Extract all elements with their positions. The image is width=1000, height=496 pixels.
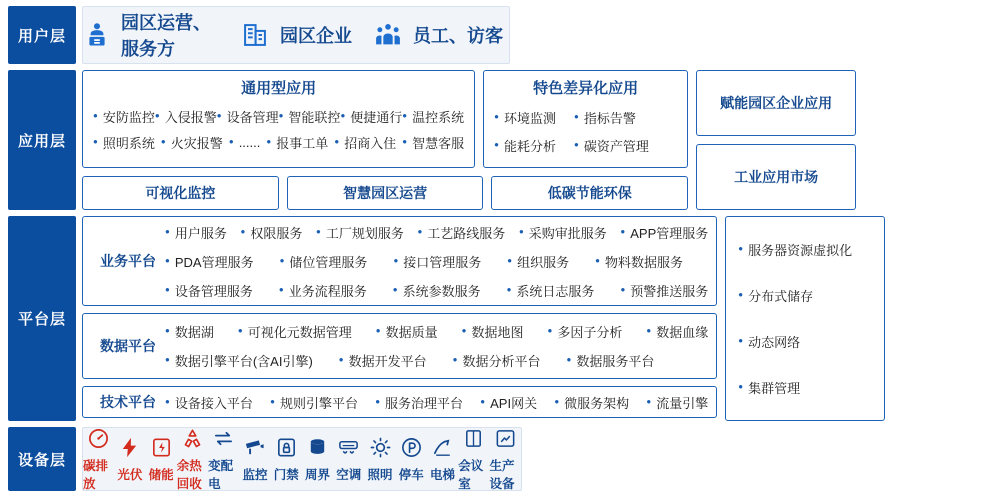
platform-layer-body	[82, 216, 992, 421]
device-item-label: 光伏	[117, 467, 143, 482]
app-bottom-group	[82, 176, 688, 210]
perimeter-icon	[306, 436, 329, 460]
transformer-icon	[212, 427, 235, 451]
platform-left-column	[82, 216, 717, 421]
data-platform-box	[82, 313, 717, 379]
special-app-row-2	[494, 136, 677, 155]
device-item-label: 会议室	[458, 458, 484, 491]
app-chip[interactable]: ● 设备管理	[217, 107, 279, 126]
device-item-aircon[interactable]	[333, 436, 364, 483]
platform-chip[interactable]: ● 设备管理服务	[165, 281, 253, 300]
building-icon	[240, 20, 270, 50]
platform-chip[interactable]: ● 预警推送服务	[620, 281, 708, 300]
business-platform-box	[82, 216, 717, 306]
tech-platform-box	[82, 386, 717, 418]
factory-icon	[494, 427, 517, 451]
device-layer-row	[8, 427, 992, 491]
business-platform-title: 业务平台	[100, 253, 156, 269]
user-item-label: 园区企业	[280, 26, 352, 46]
app-chip[interactable]: ● ......	[229, 133, 261, 152]
special-app-box	[483, 70, 688, 168]
platform-chip[interactable]: ● 设备接入平台	[165, 393, 253, 412]
device-item-label: 储能	[148, 467, 174, 482]
gauge-icon	[87, 427, 110, 451]
app-left-column	[82, 70, 688, 210]
app-chip[interactable]: ● 指标告警	[574, 108, 636, 127]
data-row-2	[165, 351, 708, 370]
battery-icon	[150, 436, 173, 460]
app-layer-band: 应用层	[8, 70, 76, 210]
platform-chip[interactable]: ● 储位管理服务	[280, 252, 368, 271]
general-app-title: 通用型应用	[241, 80, 317, 97]
device-layer-panel	[82, 427, 522, 491]
platform-layer-band: 平台层	[8, 216, 76, 421]
device-item-label: 周界	[304, 467, 330, 482]
platform-chip[interactable]: ● 数据开发平台	[339, 351, 427, 370]
business-row-1	[165, 223, 708, 242]
tech-row-1	[165, 393, 708, 412]
data-row-1	[165, 322, 708, 341]
user-layer-panel	[82, 6, 510, 64]
platform-chip[interactable]: ● 数据地图	[462, 322, 524, 341]
device-item-access-control[interactable]	[271, 436, 302, 483]
infrastructure-chip[interactable]: ● 集群管理	[738, 378, 872, 397]
platform-chip[interactable]: ● 数据湖	[165, 322, 214, 341]
app-chip[interactable]: ● 安防监控	[93, 107, 155, 126]
app-bottom-low-carbon[interactable]: 低碳节能环保	[491, 176, 688, 210]
device-item-meeting-room[interactable]	[458, 427, 489, 492]
platform-chip[interactable]: ● 微服务架构	[554, 393, 629, 412]
special-app-title: 特色差异化应用	[533, 80, 639, 97]
tech-platform-title: 技术平台	[100, 394, 156, 410]
device-item-label: 电梯	[430, 467, 456, 482]
people-icon	[373, 20, 403, 50]
platform-chip[interactable]: ● 物料数据服务	[595, 252, 683, 271]
app-chip[interactable]: ● 入侵报警	[155, 107, 217, 126]
recycle-icon	[181, 427, 204, 451]
device-item-storage[interactable]	[146, 436, 177, 483]
operations-icon	[83, 20, 111, 50]
meeting-icon	[462, 427, 485, 451]
device-item-carbon[interactable]	[83, 427, 114, 492]
business-row-3	[165, 281, 708, 300]
elevator-icon	[431, 436, 454, 460]
platform-chip[interactable]: ● 系统日志服务	[507, 281, 595, 300]
user-layer-row	[8, 6, 992, 64]
app-chip[interactable]: ● 环境监测	[494, 108, 556, 127]
platform-chip[interactable]: ● 数据分析平台	[453, 351, 541, 370]
platform-chip[interactable]: ● 系统参数服务	[393, 281, 481, 300]
user-item-label: 员工、访客	[413, 26, 503, 46]
app-layer-body	[82, 70, 992, 210]
device-layer-body	[82, 427, 992, 491]
user-item-label: 园区运营、服务方	[121, 13, 211, 59]
device-item-perimeter[interactable]	[302, 436, 333, 483]
parking-icon	[400, 436, 423, 460]
device-item-label: 生产设备	[489, 458, 515, 491]
platform-chip[interactable]: ● 规则引擎平台	[270, 393, 358, 412]
device-item-camera[interactable]	[239, 436, 270, 483]
device-item-production-equipment[interactable]	[489, 427, 520, 492]
platform-chip[interactable]: ● PDA管理服务	[165, 252, 254, 271]
platform-chip[interactable]: ● 数据质量	[376, 322, 438, 341]
device-item-label: 余热回收	[176, 458, 202, 491]
business-row-2	[165, 252, 708, 271]
app-chip[interactable]: ● 火灾报警	[161, 133, 223, 152]
app-top-group	[82, 70, 688, 168]
app-bottom-visual-monitor[interactable]: 可视化监控	[82, 176, 279, 210]
device-item-label: 空调	[336, 467, 362, 482]
business-platform-content	[165, 218, 708, 305]
general-app-box	[82, 70, 475, 168]
device-item-label: 门禁	[273, 467, 299, 482]
platform-chip[interactable]: ● 数据服务平台	[567, 351, 655, 370]
device-item-label: 照明	[367, 467, 393, 482]
data-platform-title: 数据平台	[100, 338, 156, 354]
device-item-label: 停车	[398, 467, 424, 482]
light-icon	[369, 436, 392, 460]
platform-chip[interactable]: ● 多因子分析	[548, 322, 623, 341]
user-item-staff[interactable]	[367, 20, 509, 50]
platform-chip[interactable]: ● APP管理服务	[620, 223, 708, 242]
platform-chip[interactable]: ● 工厂规划服务	[316, 223, 404, 242]
device-item-lighting[interactable]	[364, 436, 395, 483]
user-layer-band: 用户层	[8, 6, 76, 64]
general-app-row-2	[93, 133, 464, 152]
platform-layer-row	[8, 216, 992, 421]
lock-icon	[275, 436, 298, 460]
platform-chip[interactable]: ● 流量引擎	[646, 393, 708, 412]
app-chip[interactable]: ● 招商入住	[334, 133, 396, 152]
infrastructure-chip[interactable]: ● 服务器资源虚拟化	[738, 240, 872, 259]
infrastructure-chip[interactable]: ● 分布式储存	[738, 286, 872, 305]
app-bottom-park-operation[interactable]: 智慧园区运营	[287, 176, 484, 210]
app-right-industrial-market[interactable]: 工业应用市场	[696, 144, 856, 210]
user-layer-body	[82, 6, 992, 64]
user-item-operations[interactable]	[83, 9, 225, 61]
platform-chip[interactable]: ● 组织服务	[507, 252, 569, 271]
device-item-pv[interactable]	[114, 436, 145, 483]
app-chip[interactable]: ● 能耗分析	[494, 136, 556, 155]
bolt-icon	[118, 436, 141, 460]
app-chip[interactable]: ● 报事工单	[266, 133, 328, 152]
infrastructure-chip[interactable]: ● 动态网络	[738, 332, 872, 351]
user-item-enterprise[interactable]	[225, 20, 367, 50]
app-chip[interactable]: ● 便捷通行	[340, 107, 402, 126]
app-chip[interactable]: ● 智能联控	[279, 107, 341, 126]
app-chip[interactable]: ● 照明系统	[93, 133, 155, 152]
device-item-label: 监控	[242, 467, 268, 482]
app-right-column	[696, 70, 856, 210]
infrastructure-box	[725, 216, 885, 421]
data-platform-content	[165, 317, 708, 375]
platform-chip[interactable]: ● API网关	[480, 393, 537, 412]
platform-chip[interactable]: ● 采购审批服务	[519, 223, 607, 242]
platform-chip[interactable]: ● 工艺路线服务	[417, 223, 505, 242]
app-chip[interactable]: ● 智慧客服	[402, 133, 464, 152]
app-chip[interactable]: ● 温控系统	[402, 107, 464, 126]
platform-chip[interactable]: ● 数据血缘	[646, 322, 708, 341]
tech-platform-content	[165, 393, 708, 412]
platform-chip[interactable]: ● 接口管理服务	[393, 252, 481, 271]
platform-chip[interactable]: ● 服务治理平台	[375, 393, 463, 412]
device-layer-band: 设备层	[8, 427, 76, 491]
app-right-enable-enterprise[interactable]: 赋能园区企业应用	[696, 70, 856, 136]
app-chip[interactable]: ● 碳资产管理	[574, 136, 649, 155]
device-item-heat-recovery[interactable]	[177, 427, 208, 492]
aircon-icon	[337, 436, 360, 460]
app-layer-row	[8, 70, 992, 210]
platform-chip[interactable]: ● 业务流程服务	[279, 281, 367, 300]
device-item-label: 碳排放	[83, 458, 109, 491]
platform-chip[interactable]: ● 权限服务	[240, 223, 302, 242]
platform-chip[interactable]: ● 用户服务	[165, 223, 227, 242]
general-app-row-1	[93, 107, 464, 126]
app-layer-panel	[82, 70, 856, 210]
special-app-row-1	[494, 108, 677, 127]
device-item-elevator[interactable]	[427, 436, 458, 483]
device-item-parking[interactable]	[396, 436, 427, 483]
platform-layer-panel	[82, 216, 885, 421]
camera-icon	[243, 436, 266, 460]
device-item-power-distribution[interactable]	[208, 427, 239, 492]
platform-chip[interactable]: ● 数据引擎平台(含AI引擎)	[165, 351, 313, 370]
platform-chip[interactable]: ● 可视化元数据管理	[238, 322, 352, 341]
device-item-label: 变配电	[208, 458, 234, 491]
